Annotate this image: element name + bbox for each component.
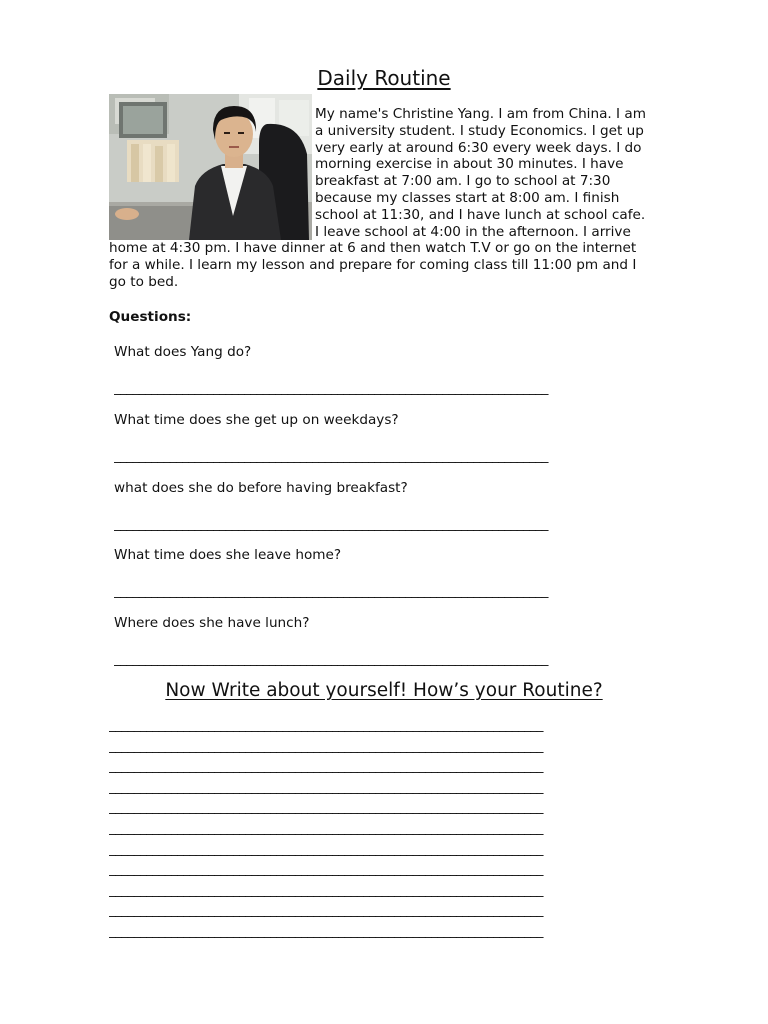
page-title: Daily Routine xyxy=(317,66,451,90)
writing-line[interactable]: ______________________________________________________________________ xyxy=(109,778,543,795)
writing-line[interactable]: ______________________________________________________________________ xyxy=(109,902,543,919)
question-text: What does Yang do? xyxy=(114,344,252,360)
write-prompt-heading: Now Write about yourself! How’s your Routine? xyxy=(165,680,603,701)
question-item xyxy=(114,411,659,463)
writing-line[interactable]: ______________________________________________________________________ xyxy=(109,799,543,816)
writing-line[interactable]: ______________________________________________________________________ xyxy=(109,861,543,878)
student-photo xyxy=(109,94,312,240)
question-text: what does she do before having breakfast? xyxy=(114,480,408,496)
answer-line[interactable]: ______________________________________________________________________ xyxy=(114,584,548,598)
answer-line[interactable]: ______________________________________________________________________ xyxy=(114,652,548,666)
question-item xyxy=(114,343,659,395)
story-section xyxy=(109,106,649,291)
question-item xyxy=(114,546,659,598)
writing-line[interactable]: ______________________________________________________________________ xyxy=(109,737,543,754)
writing-line[interactable]: ______________________________________________________________________ xyxy=(109,881,543,898)
story-text: My name's Christine Yang. I am from China. I am a university student. I study Economics. I get up very early at around 6:30 every week days. I do morning exercise in about 30 minutes. I have breakfast at 7:00 am. I go to school at 7:30 because my classes start at 8:00 am. I finish school at 11:30, and I have lunch at school cafe. I leave school at 4:00 in the afternoon. I arrive home at 4:30 pm. I have dinner at 6 and then watch T.V or go on the internet for a while. I learn my lesson and prepare for coming class till 11:00 pm and I go to bed. xyxy=(109,106,646,290)
writing-line[interactable]: ______________________________________________________________________ xyxy=(109,840,543,857)
question-item xyxy=(114,479,659,531)
question-text: Where does she have lunch? xyxy=(114,615,310,631)
question-text: What time does she get up on weekdays? xyxy=(114,412,399,428)
question-text: What time does she leave home? xyxy=(114,547,342,563)
writing-line[interactable]: ______________________________________________________________________ xyxy=(109,819,543,836)
questions-heading: Questions: xyxy=(109,309,192,325)
answer-line[interactable]: ______________________________________________________________________ xyxy=(114,449,548,463)
writing-line[interactable]: ______________________________________________________________________ xyxy=(109,717,543,733)
writing-line[interactable]: ______________________________________________________________________ xyxy=(109,922,543,939)
answer-line[interactable]: ______________________________________________________________________ xyxy=(114,517,548,531)
question-item xyxy=(114,614,659,666)
answer-line[interactable]: ______________________________________________________________________ xyxy=(114,381,548,395)
writing-area xyxy=(109,717,654,944)
writing-line[interactable]: ______________________________________________________________________ xyxy=(109,758,543,775)
